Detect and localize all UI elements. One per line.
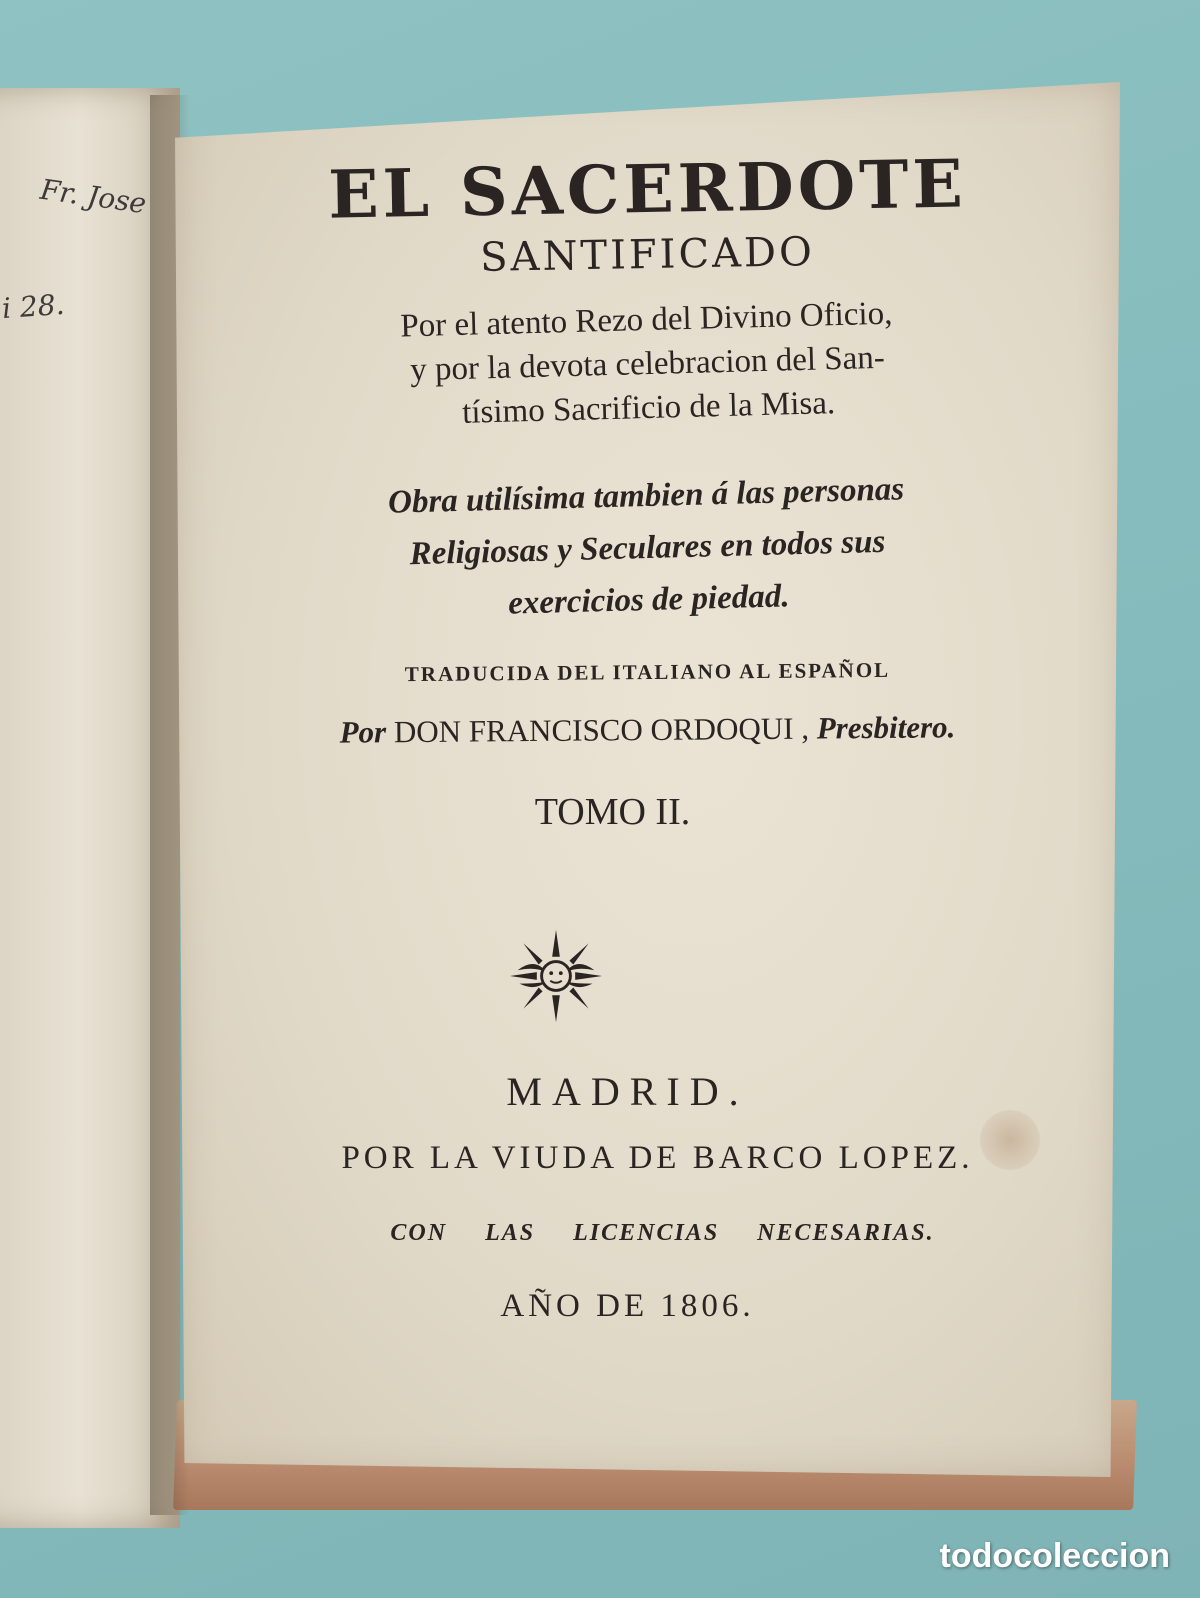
- description: [173, 286, 1121, 443]
- work-line: exercicios de piedad.: [507, 578, 790, 622]
- description-line: tísimo Sacrificio de la Misa.: [461, 385, 836, 431]
- translator-name: DON FRANCISCO ORDOQUI: [393, 710, 794, 750]
- licenses: CON LAS LICENCIAS NECESARIAS.: [390, 1220, 935, 1246]
- printer: POR LA VIUDA DE BARCO LOPEZ.: [341, 1140, 974, 1176]
- book-subtitle: SANTIFICADO: [479, 229, 816, 281]
- translator-comma: ,: [793, 710, 817, 746]
- cherub-head-ornament-icon: [508, 928, 604, 1024]
- work-description: [173, 458, 1122, 639]
- handwritten-note-1: Fr. Jose: [38, 172, 149, 221]
- translation-note: TRADUCIDA DEL ITALIANO AL ESPAÑOL: [404, 657, 891, 687]
- book-title: EL SACERDOTE: [327, 144, 968, 234]
- translator-title: Presbitero.: [816, 709, 956, 746]
- work-line: Religiosas y Seculares en todos sus: [409, 523, 886, 573]
- translator-prefix: Por: [339, 714, 387, 750]
- description-line: y por la devota celebracion del San-: [409, 339, 886, 389]
- year: AÑO DE 1806.: [500, 1288, 755, 1324]
- description-line: Por el atento Rezo del Divino Oficio,: [399, 295, 893, 345]
- work-line: Obra utilísima tambien á las personas: [387, 471, 905, 521]
- handwritten-note-2: i 28.: [0, 287, 66, 326]
- city: MADRID.: [506, 1069, 749, 1114]
- volume: TOMO II.: [534, 791, 691, 833]
- watermark: todocoleccion: [939, 1537, 1170, 1575]
